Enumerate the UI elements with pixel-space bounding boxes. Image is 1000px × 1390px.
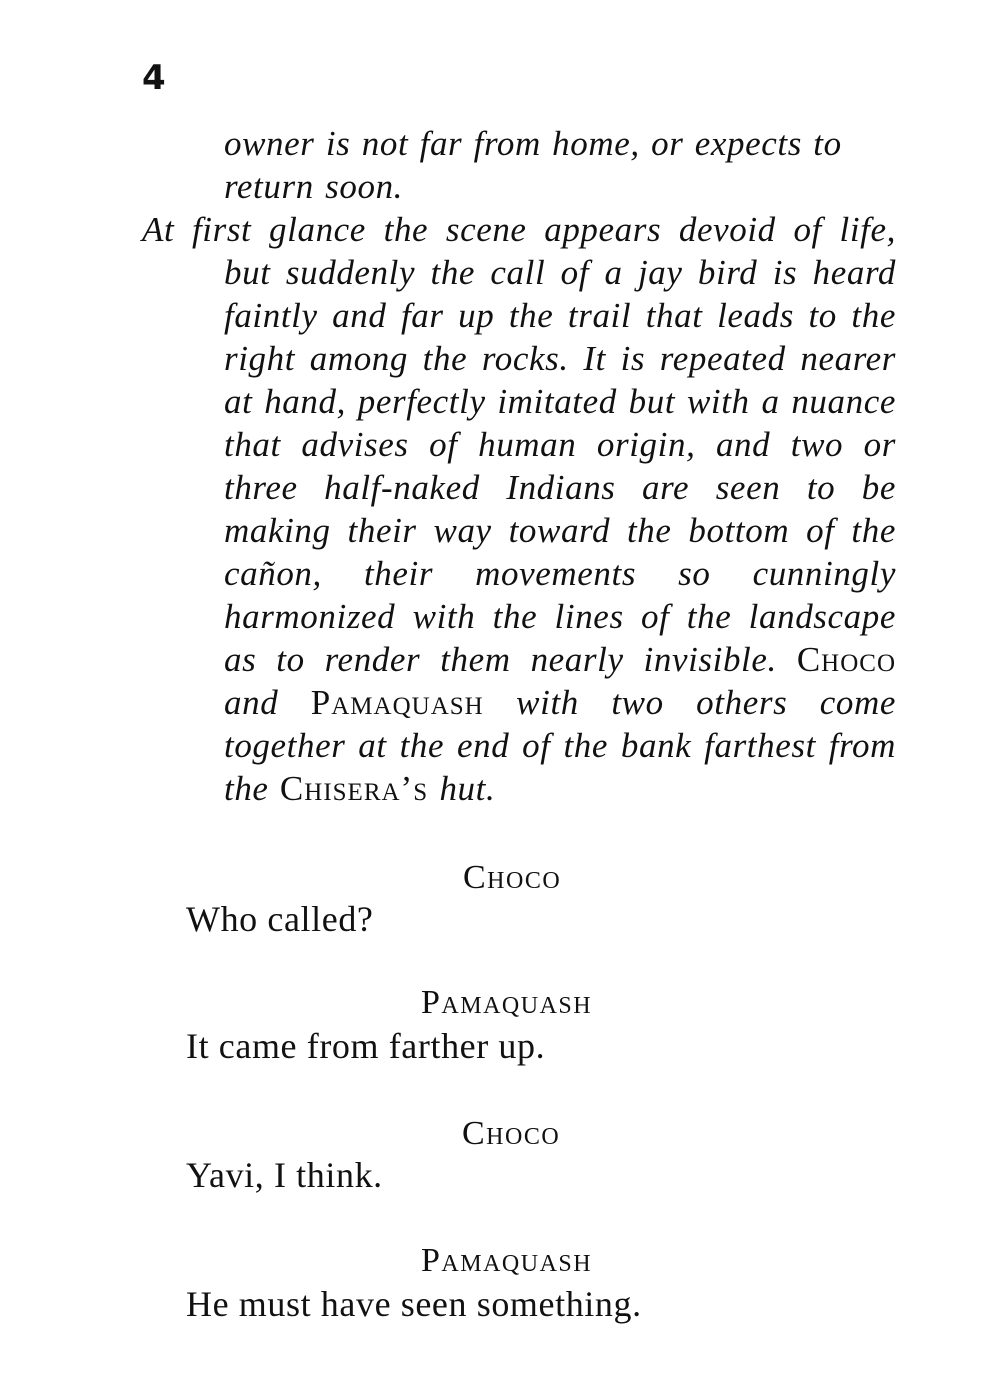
speaker-name: Pamaquash — [421, 1242, 593, 1279]
stage-direction-text: and — [224, 683, 311, 722]
stage-direction-continued: owner is not far from home, or expects to return soon. — [224, 124, 842, 206]
dialogue-line: It came from farther up. — [186, 1026, 546, 1066]
character-name-choco: Choco — [796, 640, 896, 679]
speaker-name: Choco — [462, 1115, 561, 1152]
dialogue-line: He must have seen something. — [186, 1284, 642, 1324]
dialogue-line: Yavi, I think. — [186, 1155, 383, 1195]
page-number: 4 — [142, 58, 166, 98]
stage-direction — [142, 208, 896, 810]
speaker-name: Choco — [463, 859, 562, 896]
character-name-pamaquash: Pamaquash — [310, 683, 484, 722]
stage-direction-text: hut. — [428, 769, 496, 808]
dialogue-line: Who called? — [186, 899, 374, 939]
character-name-chisera: Chisera’s — [279, 769, 429, 808]
stage-direction-text: with two others come together at the end of the bank farthest from the — [224, 683, 897, 808]
speaker-name: Pamaquash — [421, 984, 593, 1021]
stage-direction-text: At first glance the scene appears devoid of life, but suddenly the call of a jay bird is heard faintly and far up the trail that leads to the right among the rocks. It is repeated nearer at hand, perfectly imitated but with a nuance that advises of human origin, and two or three half-naked Indians are seen to be making their way toward the bottom of the cañon, their movements so cunningly harmonized with the lines of the landscape as to render them nearly invisible. — [142, 210, 896, 679]
